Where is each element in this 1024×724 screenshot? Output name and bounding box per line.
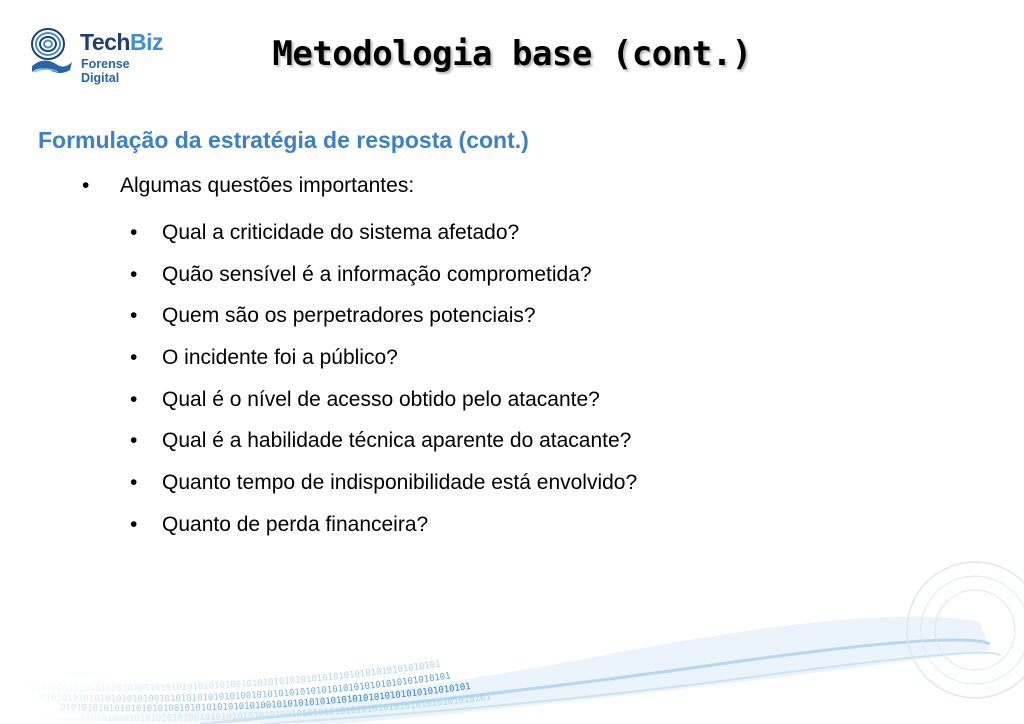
question-text: Qual é o nível de acesso obtido pelo atacante?	[162, 387, 600, 411]
list-item	[130, 420, 637, 462]
bullet-icon: •	[130, 387, 138, 411]
list-item	[130, 295, 637, 337]
question-list	[130, 212, 637, 546]
question-text: Quanto tempo de indisponibilidade está envolvido?	[162, 471, 638, 495]
list-item	[130, 379, 637, 421]
logo-tech: Tech	[80, 29, 130, 55]
list-item	[130, 212, 637, 254]
bullet-icon: •	[130, 471, 138, 495]
bullet-icon: •	[130, 346, 138, 370]
binary-wave-decoration	[0, 560, 1024, 724]
question-text: O incidente foi a público?	[162, 346, 398, 370]
question-text: Quem são os perpetradores potenciais?	[162, 304, 536, 328]
bullet-icon: •	[130, 429, 138, 453]
logo-biz: Biz	[129, 29, 163, 55]
question-text: Quanto de perda financeira?	[162, 512, 429, 536]
bullet-icon: •	[82, 174, 90, 197]
bullet-icon: •	[130, 221, 138, 244]
bullet-level1	[82, 174, 414, 198]
slide-title: Metodologia base (cont.)	[272, 34, 752, 74]
bullet-icon: •	[130, 262, 138, 286]
list-item	[130, 462, 637, 504]
question-text: Qual é a habilidade técnica aparente do atacante?	[162, 429, 632, 453]
bullet-icon: •	[130, 304, 138, 328]
list-item	[130, 337, 637, 379]
question-text: Qual a criticidade do sistema afetado?	[162, 221, 520, 244]
list-item	[130, 254, 637, 296]
question-text: Quão sensível é a informação comprometida?	[162, 262, 592, 286]
list-item	[130, 504, 637, 546]
level1-text: Algumas questões importantes:	[120, 174, 415, 197]
logo-tagline: Forense Digital	[81, 57, 130, 85]
bullet-icon: •	[130, 512, 138, 536]
section-heading: Formulação da estratégia de resposta (cont.)	[38, 127, 529, 153]
